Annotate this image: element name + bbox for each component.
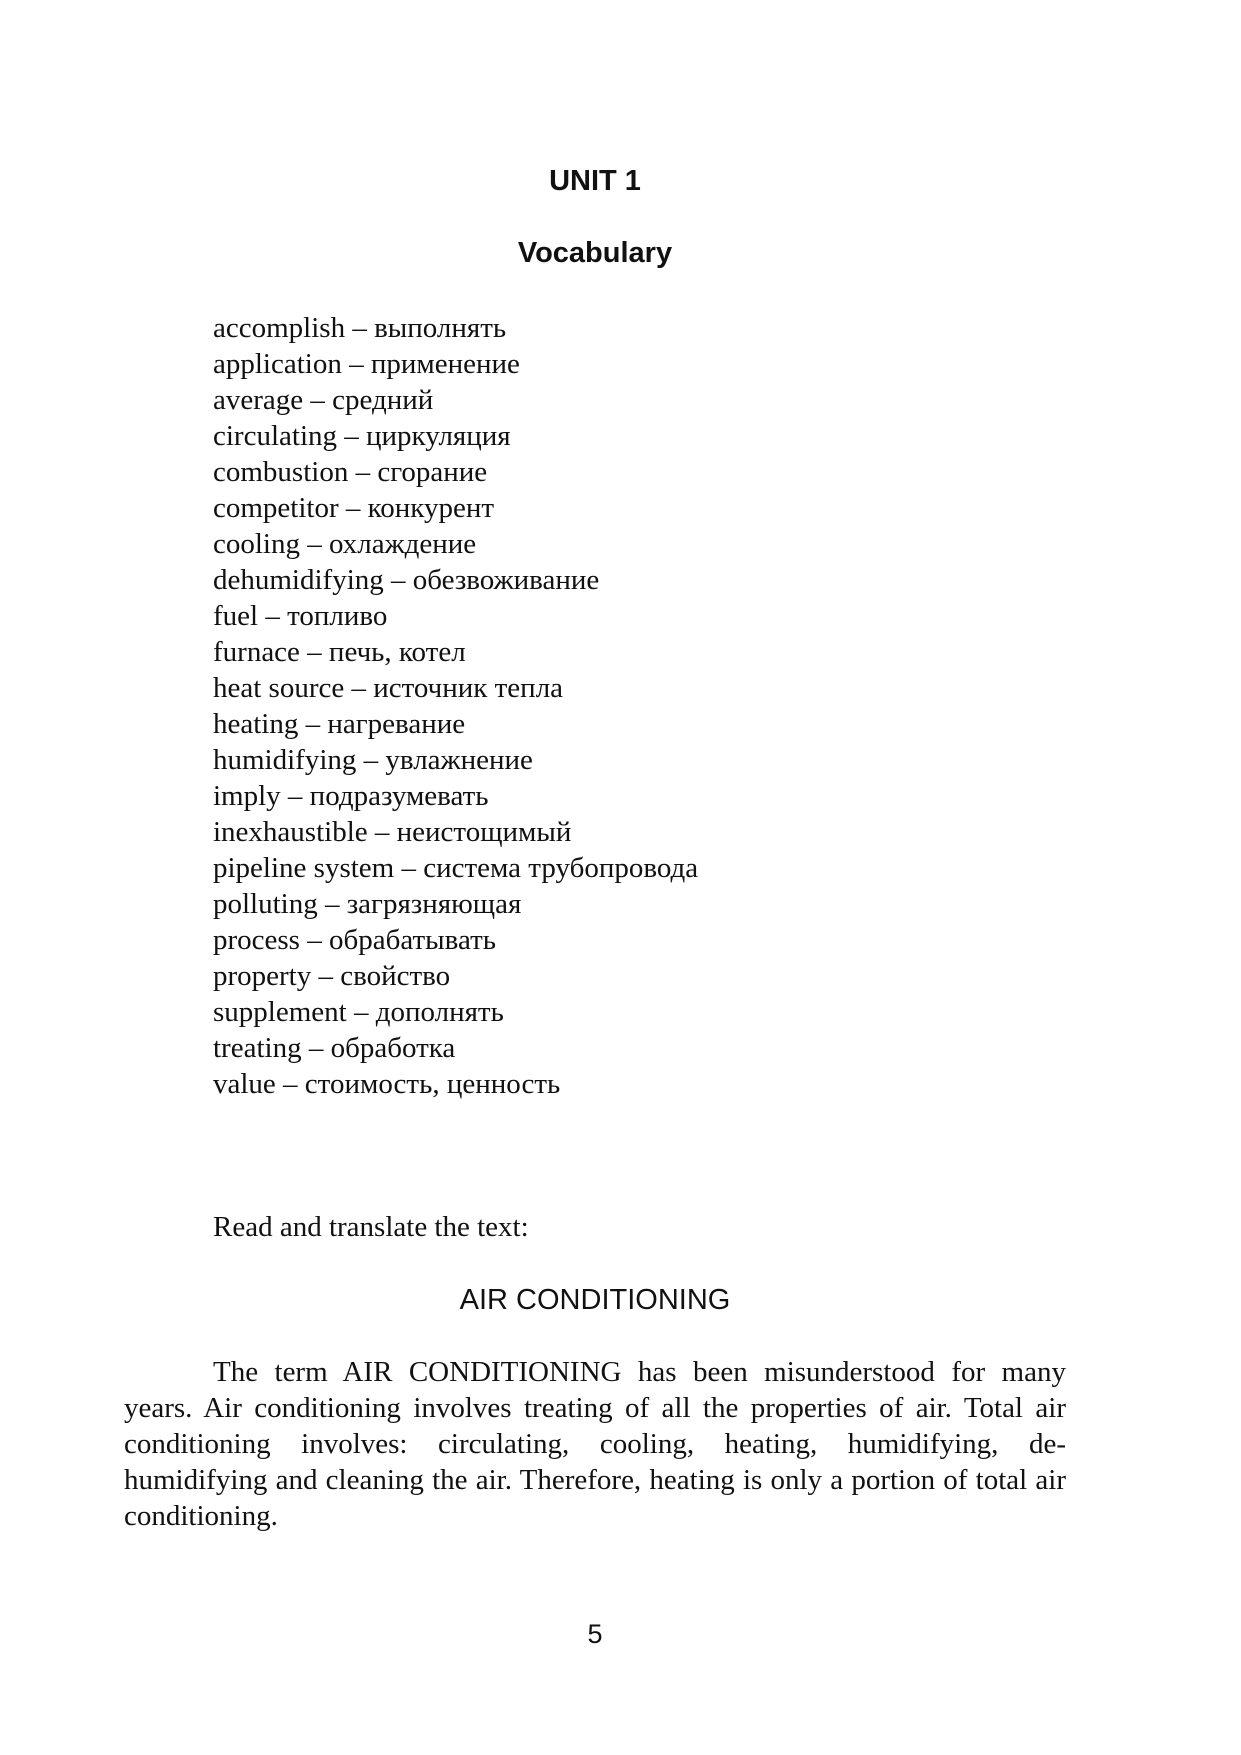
body-paragraph: The term AIR CONDITIONING has been misunderstood for many years. Air conditioning involves treating of all the properties of air. Total air conditioning involves: circulating, cooling, heating, humidifying, de-humidifying and cleaning the air. Therefore, heating is only a portion of total air conditioning. bbox=[124, 1356, 1066, 1532]
vocabulary-item: average – средний bbox=[213, 384, 434, 416]
vocabulary-item: process – обрабатывать bbox=[213, 924, 496, 956]
vocabulary-item: value – стоимость, ценность bbox=[213, 1068, 561, 1100]
text-title: AIR CONDITIONING bbox=[459, 1284, 731, 1316]
vocabulary-item: furnace – печь, котел bbox=[213, 636, 466, 668]
vocabulary-item: dehumidifying – обезвоживание bbox=[213, 564, 600, 596]
vocabulary-item: competitor – конкурент bbox=[213, 492, 495, 524]
vocabulary-item: humidifying – увлажнение bbox=[213, 744, 533, 776]
vocabulary-item: fuel – топливо bbox=[213, 600, 388, 632]
vocabulary-item: inexhaustible – неистощимый bbox=[213, 816, 572, 848]
vocabulary-list bbox=[213, 310, 698, 1102]
vocabulary-item: polluting – загрязняющая bbox=[213, 888, 522, 920]
reading-instruction: Read and translate the text: bbox=[213, 1211, 529, 1243]
unit-title: UNIT 1 bbox=[549, 165, 641, 197]
vocabulary-heading: Vocabulary bbox=[517, 237, 673, 269]
vocabulary-item: property – свойство bbox=[213, 960, 451, 992]
vocabulary-item: imply – подразумевать bbox=[213, 780, 489, 812]
vocabulary-item: combustion – сгорание bbox=[213, 456, 488, 488]
vocabulary-item: circulating – циркуляция bbox=[213, 420, 511, 452]
vocabulary-item: application – применение bbox=[213, 348, 520, 380]
vocabulary-item: supplement – дополнять bbox=[213, 996, 504, 1028]
vocabulary-item: accomplish – выполнять bbox=[213, 312, 507, 344]
page-number: 5 bbox=[587, 1619, 603, 1649]
vocabulary-item: cooling – охлаждение bbox=[213, 528, 477, 560]
vocabulary-item: treating – обработка bbox=[213, 1032, 456, 1064]
vocabulary-item: heat source – источник тепла bbox=[213, 672, 564, 704]
vocabulary-item: pipeline system – система трубопровода bbox=[213, 852, 699, 884]
vocabulary-item: heating – нагревание bbox=[213, 708, 466, 740]
